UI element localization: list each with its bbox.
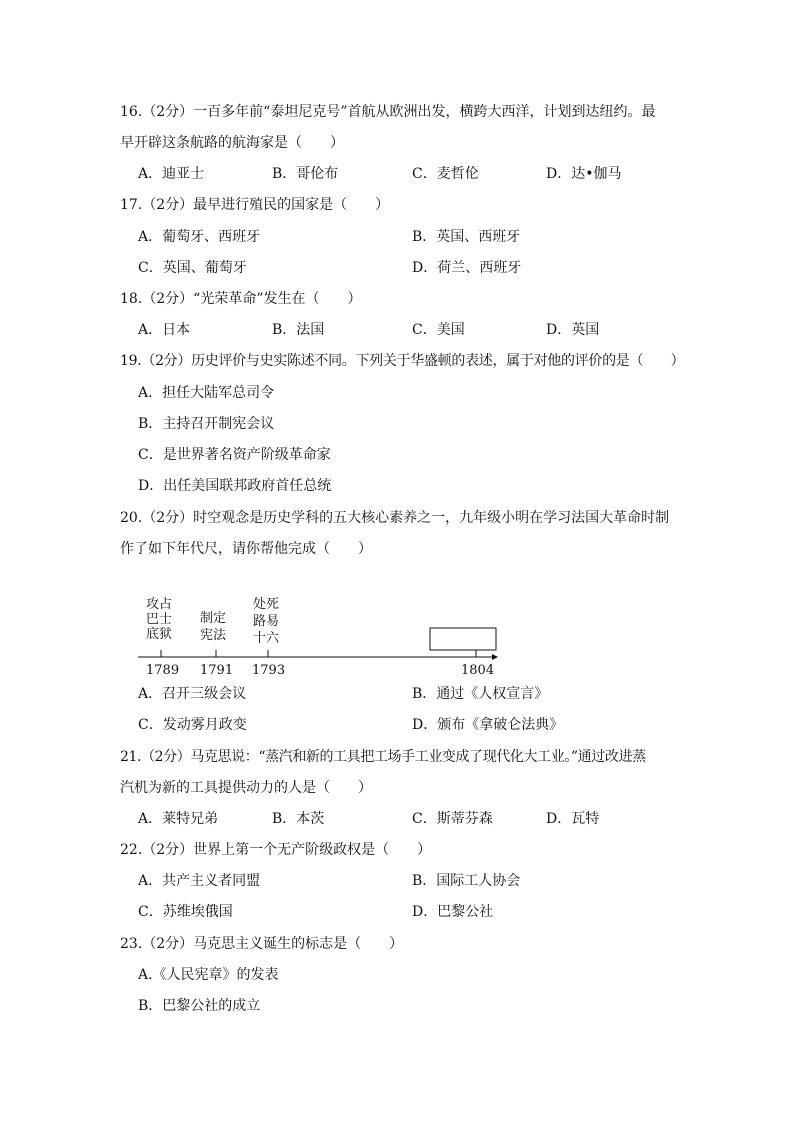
question-17-option-b: B．英国、西班牙 [412,229,521,245]
label-line: 处死 [253,597,280,612]
question-23-option-a: A.《人民宪章》的发表 [138,967,279,983]
label-line: 底狱 [146,627,173,642]
question-16-stem-line-2: 早开辟这条航路的航海家是（ ） [120,135,344,151]
question-16-option-b: B．哥伦布 [272,166,339,182]
timeline-event-1789-label [146,596,172,642]
label-line: 巴士 [146,612,173,627]
question-22-option-c: C．苏维埃俄国 [138,904,233,920]
french-revolution-timeline [130,590,510,680]
timeline-year-1793: 1793 [252,663,286,678]
question-22-option-d: D．巴黎公社 [412,904,494,920]
question-20-stem-line-2: 作了如下年代尺，请你帮他完成（ ） [120,541,372,557]
label-line: 宪法 [200,628,227,643]
question-17-option-c: C．英国、葡萄牙 [138,260,247,276]
timeline-year-1789: 1789 [146,663,180,678]
label-line: 攻占 [146,597,173,612]
question-16-option-d: D．达•伽马 [546,166,622,182]
question-20-option-c: C．发动雾月政变 [138,717,247,733]
timeline-year-1791: 1791 [200,663,234,678]
question-18-stem: 18.（2分）“光荣革命”发生在（ ） [120,291,362,307]
question-22-stem: 22.（2分）世界上第一个无产阶级政权是（ ） [120,842,432,858]
timeline-blank-answer-box [430,628,496,650]
label-line: 路易 [253,614,280,629]
timeline-year-1804: 1804 [461,663,495,678]
timeline-arrow [492,654,498,660]
label-line: 十六 [253,631,280,646]
question-20-option-d: D．颁布《拿破仑法典》 [412,717,564,733]
question-23-option-b: B．巴黎公社的成立 [138,998,261,1014]
question-23-stem: 23.（2分）马克思主义诞生的标志是（ ） [120,936,404,952]
timeline-event-1793-label [253,596,280,646]
label-line: 制定 [200,611,227,626]
question-18-option-c: C．美国 [412,322,465,338]
question-20-stem-line-1: 20.（2分）时空观念是历史学科的五大核心素养之一，九年级小明在学习法国大革命时制 [120,510,670,526]
question-22-option-a: A．共产主义者同盟 [138,873,261,889]
question-16-stem-line-1: 16.（2分）一百多年前“泰坦尼克号”首航从欧洲出发，横跨大西洋，计划到达纽约。最 [120,104,656,120]
question-18-option-b: B．法国 [272,322,325,338]
question-18-option-a: A．日本 [138,322,191,338]
question-21-option-d: D．瓦特 [546,811,600,827]
question-16-option-a: A．迪亚士 [138,166,205,182]
question-19-option-d: D．出任美国联邦政府首任总统 [138,478,332,494]
question-18-option-d: D．英国 [546,322,600,338]
question-16-option-c: C．麦哲伦 [412,166,479,182]
question-20-option-b: B．通过《人权宣言》 [412,686,549,702]
question-19-option-a: A．担任大陆军总司令 [138,385,275,401]
question-21-option-a: A．莱特兄弟 [138,811,219,827]
question-19-option-c: C．是世界著名资产阶级革命家 [138,447,331,463]
question-20-option-a: A．召开三级会议 [138,686,247,702]
question-17-stem: 17.（2分）最早进行殖民的国家是（ ） [120,197,390,213]
question-21-stem-line-2: 汽机为新的工具提供动力的人是（ ） [120,780,372,796]
question-21-option-c: C．斯蒂芬森 [412,811,493,827]
question-21-option-b: B．本茨 [272,811,325,827]
question-17-option-d: D．荷兰、西班牙 [412,260,522,276]
question-21-stem-line-1: 21.（2分）马克思说：“蒸汽和新的工具把工场手工业变成了现代化大工业。”通过改进蒸 [120,749,646,765]
question-19-stem: 19.（2分）历史评价与史实陈述不同。下列关于华盛顿的表述，属于对他的评价的是（ ） [120,353,685,369]
question-17-option-a: A．葡萄牙、西班牙 [138,229,261,245]
question-22-option-b: B．国际工人协会 [412,873,521,889]
question-19-option-b: B．主持召开制宪会议 [138,416,275,432]
timeline-event-1791-label [200,610,227,643]
